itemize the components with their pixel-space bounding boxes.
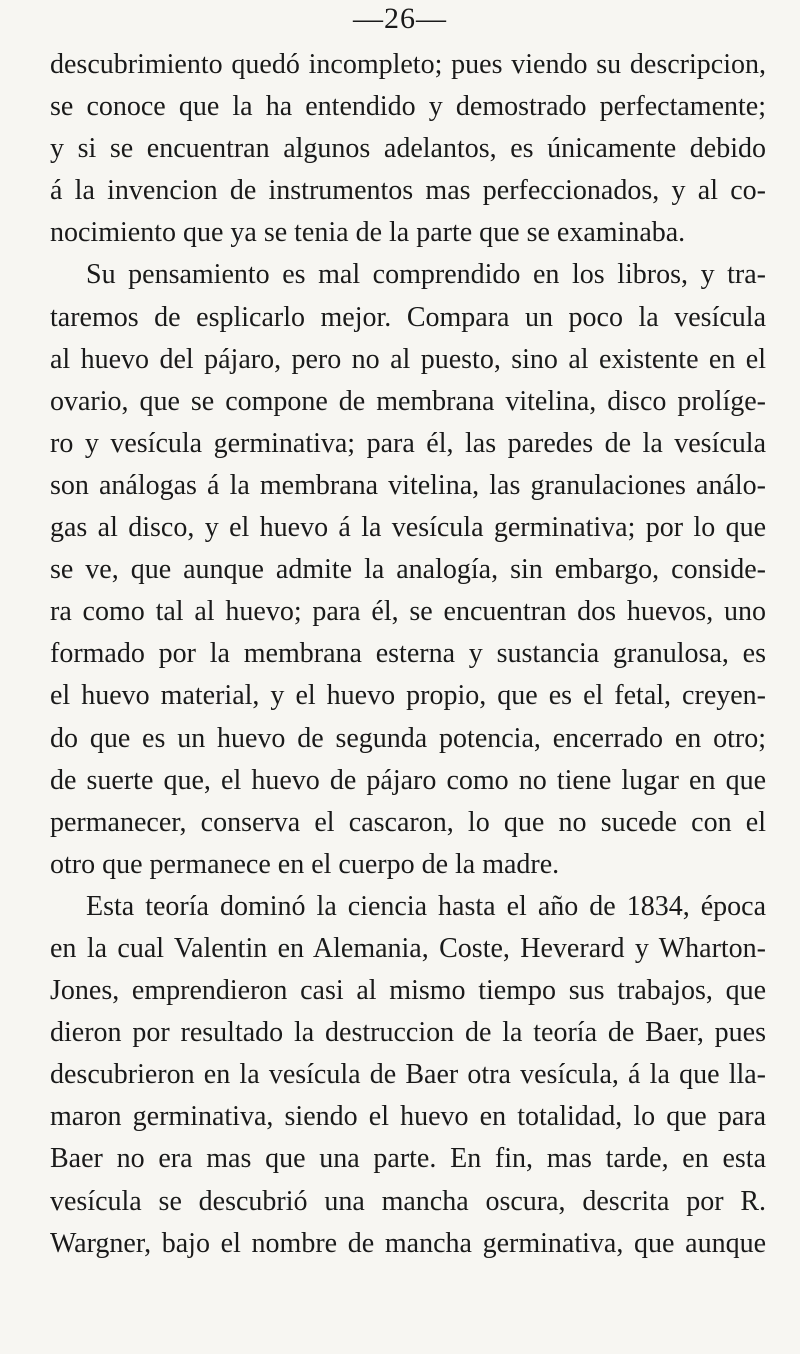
text-line: maron germinativa, siendo el huevo en totalidad, lo que para — [50, 1101, 766, 1133]
paragraph-3 — [50, 886, 766, 1265]
text-line: se conoce que la ha entendido y demostrado perfectamente; — [50, 91, 766, 123]
text-line: á la invencion de instrumentos mas perfeccionados, y al co- — [50, 175, 766, 207]
text-line: Wargner, bajo el nombre de mancha germinativa, que aunque — [50, 1227, 766, 1259]
text-line: do que es un huevo de segunda potencia, encerrado en otro; — [50, 722, 766, 754]
text-line: descubrieron en la vesícula de Baer otra vesícula, á la que lla- — [50, 1059, 766, 1091]
text-line: de suerte que, el huevo de pájaro como no tiene lugar en que — [50, 764, 766, 796]
page-number: —26— — [353, 2, 447, 35]
paragraph-1 — [50, 44, 766, 254]
paragraph-2 — [50, 254, 766, 885]
text-line: gas al disco, y el huevo á la vesícula germinativa; por lo que — [50, 512, 766, 544]
text-line: el huevo material, y el huevo propio, que es el fetal, creyen- — [50, 680, 766, 712]
body-text — [50, 44, 766, 1265]
text-line: son análogas á la membrana vitelina, las granulaciones análo- — [50, 469, 766, 501]
text-line: en la cual Valentin en Alemania, Coste, Heverard y Wharton- — [50, 932, 766, 964]
text-line: vesícula se descubrió una mancha oscura, descrita por R. — [50, 1185, 766, 1217]
text-line: Su pensamiento es mal comprendido en los libros, y tra- — [86, 259, 766, 291]
text-line: descubrimiento quedó incompleto; pues viendo su descripcion, — [50, 49, 766, 80]
text-line: dieron por resultado la destruccion de la teoría de Baer, pues — [50, 1017, 766, 1049]
text-line: otro que permanece en el cuerpo de la madre. — [50, 848, 560, 880]
text-line: y si se encuentran algunos adelantos, es únicamente debido — [50, 133, 766, 165]
text-line: formado por la membrana esterna y sustancia granulosa, es — [50, 638, 766, 670]
text-line: al huevo del pájaro, pero no al puesto, sino al existente en el — [50, 343, 766, 375]
text-line: ro y vesícula germinativa; para él, las paredes de la vesícula — [50, 427, 766, 459]
text-line: taremos de esplicarlo mejor. Compara un poco la vesícula — [50, 301, 766, 333]
text-line: se ve, que aunque admite la analogía, sin embargo, conside- — [50, 554, 766, 586]
text-line: nocimiento que ya se tenia de la parte que se examinaba. — [50, 217, 686, 249]
text-line: Esta teoría dominó la ciencia hasta el año de 1834, época — [86, 890, 766, 922]
text-line: ra como tal al huevo; para él, se encuentran dos huevos, uno — [50, 596, 766, 628]
text-line: ovario, que se compone de membrana vitelina, disco prolíge- — [50, 385, 766, 417]
text-line: Jones, emprendieron casi al mismo tiempo sus trabajos, que — [50, 975, 766, 1007]
text-line: Baer no era mas que una parte. En fin, mas tarde, en esta — [50, 1143, 766, 1175]
text-line: permanecer, conserva el cascaron, lo que no sucede con el — [50, 806, 766, 838]
